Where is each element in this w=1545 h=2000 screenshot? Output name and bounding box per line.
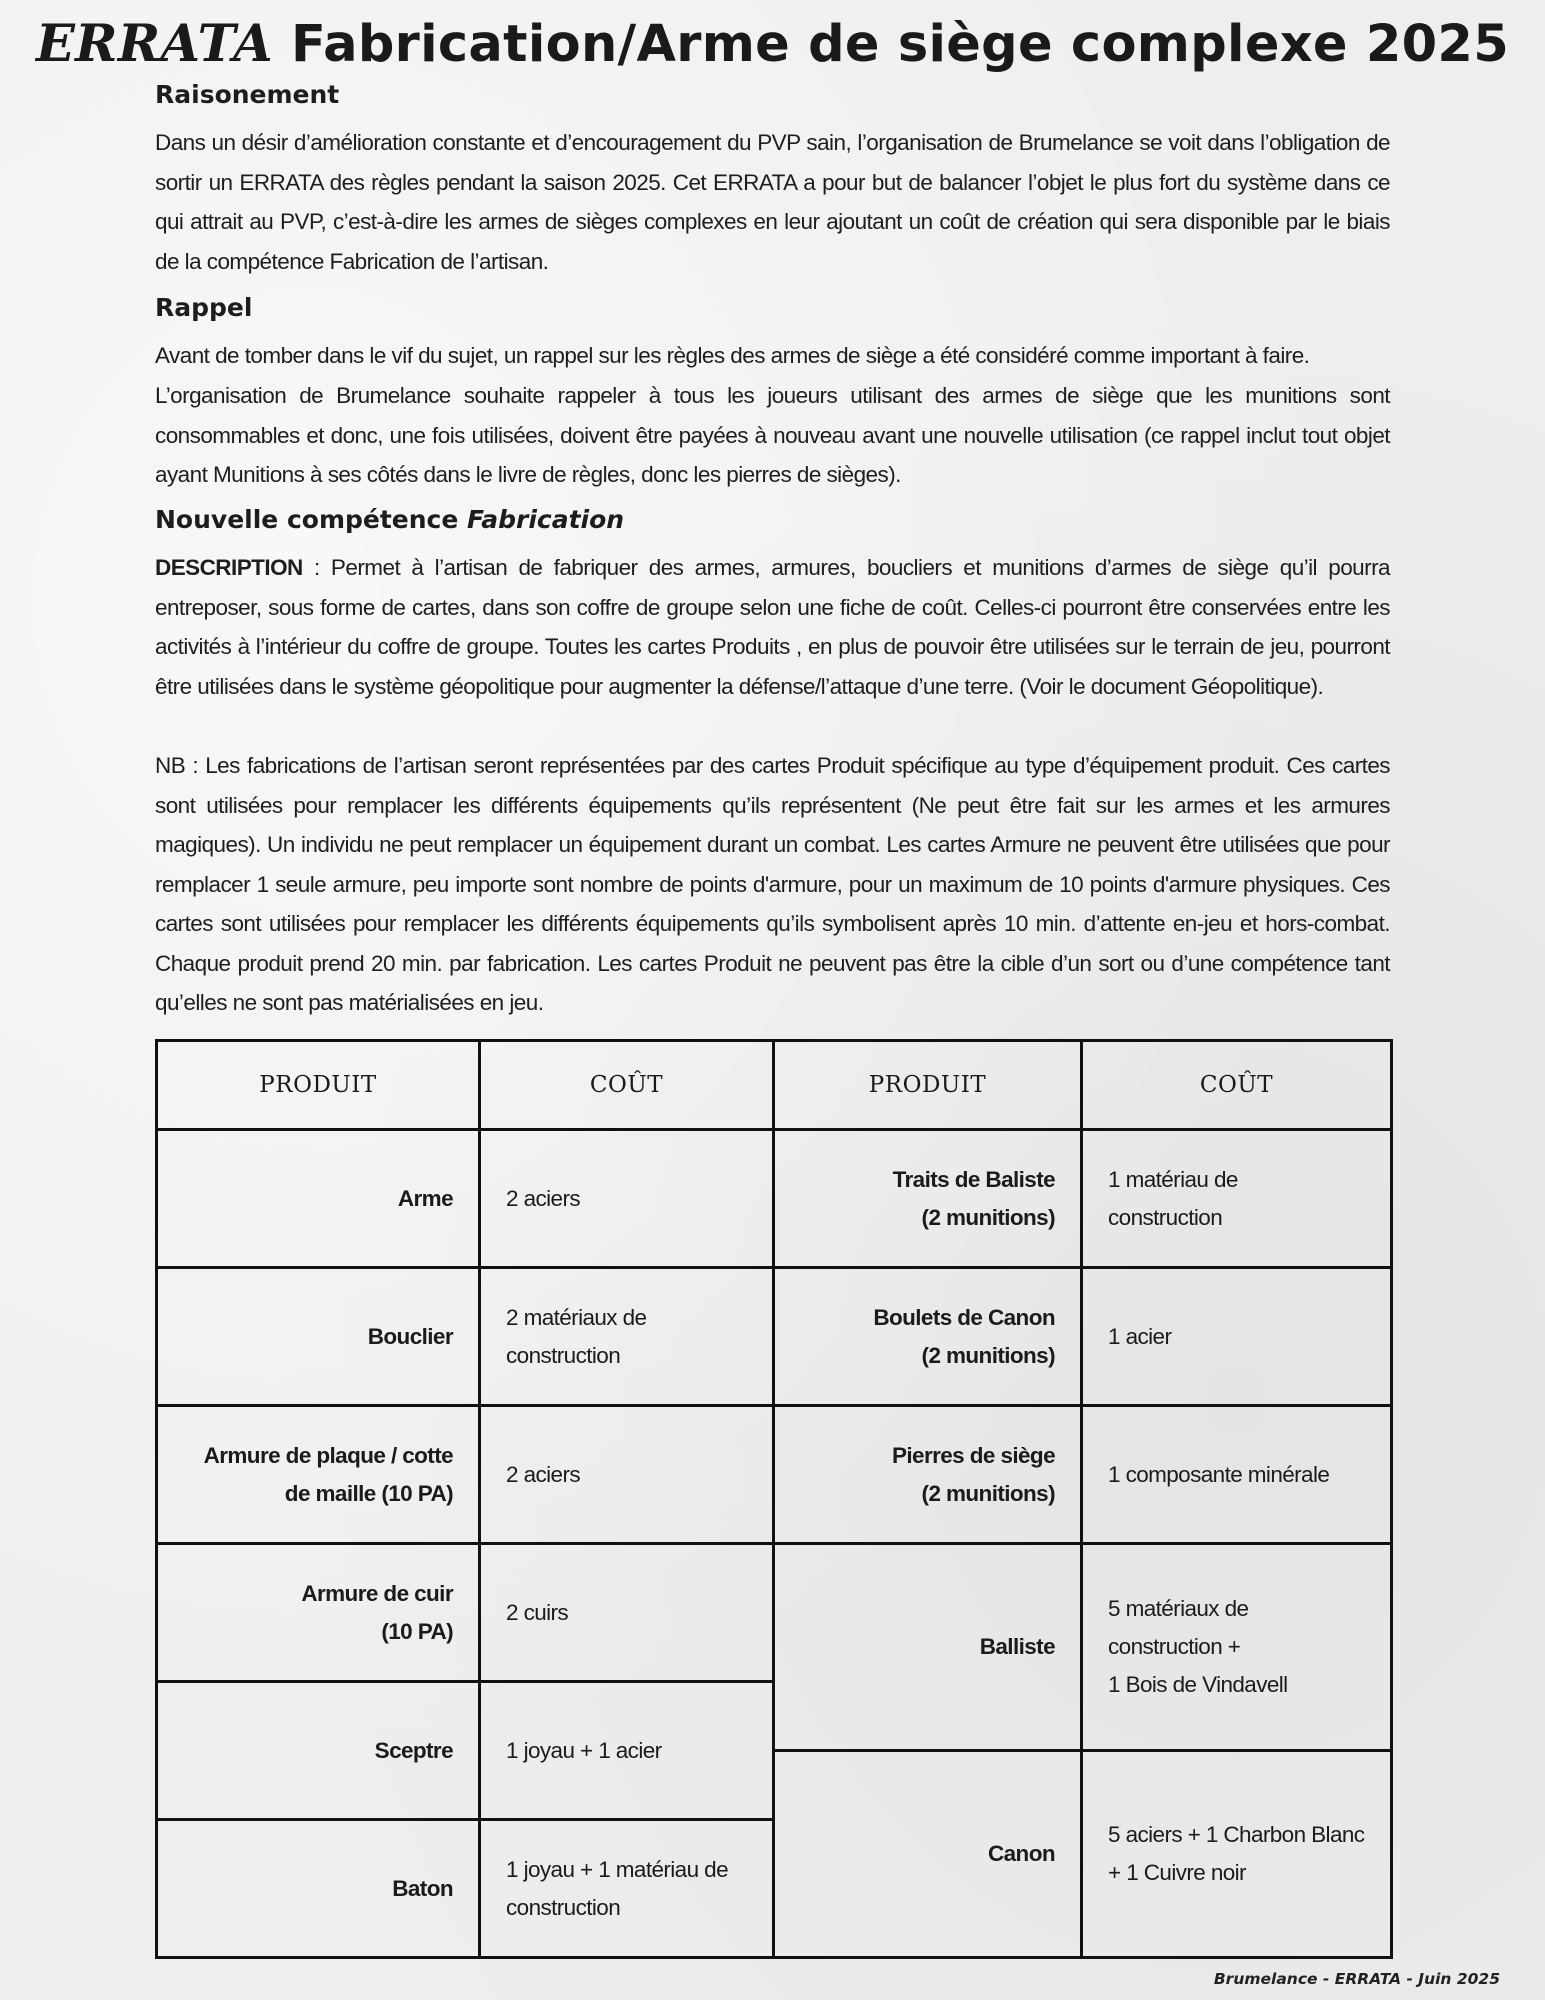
produit-label: Boulets de Canon [873,1304,1055,1330]
heading-raisonnement: Raisonement [155,80,340,109]
cout-label: 5 aciers + 1 Charbon Blanc [1108,1822,1365,1847]
cout-cell [1082,1268,1392,1406]
cout-cell [480,1268,774,1406]
cout-label: 5 matériaux de [1108,1596,1249,1621]
produit-label: (2 munitions) [921,1480,1055,1506]
produit-cell [774,1268,1082,1406]
cout-cell [1082,1751,1392,1958]
produit-cell [157,1682,480,1820]
heading-competence-fabrication [155,505,624,534]
produit-label: Baton [392,1875,453,1901]
cost-table [155,1039,1393,1959]
cout-label: 1 composante minérale [1108,1461,1330,1487]
heading-competence-plain: Nouvelle compétence [155,505,468,534]
cout-label: 2 aciers [506,1185,580,1211]
produit-cell [774,1130,1082,1268]
cout-label: construction [506,1342,621,1368]
cout-label: 2 matériaux de [506,1304,647,1330]
table-row [157,1130,1392,1268]
produit-label: Armure de cuir [301,1580,453,1606]
paragraph-rappel-munitions: L’organisation de Brumelance souhaite rappeler à tous les joueurs utilisant des armes de siège que les munitions sont consommables et donc, une fois utilisées, doivent être payées à nouveau avant une nouvelle utilisation (ce rappel inclut tout objet ayant Munitions à ses côtés dans le livre de règles, donc les pierres de sièges). [155,383,1390,487]
description-text: : Permet à l’artisan de fabriquer des armes, armures, boucliers et munitions d’armes de siège qu’il pourra entreposer, sous forme de cartes, dans son coffre de groupe selon une fiche de coût. Celles-ci pourront être conservées entre les activités à l’intérieur du coffre de groupe. Toutes les cartes Produits , en plus de pouvoir être utilisées sur le terrain de jeu, pourront être utilisées dans le système géopolitique pour augmenter la défense/l’attaque d’une terre. (Voir le document Géopolitique). [155,555,1390,699]
paragraph-description [155,548,1390,706]
cout-label: construction + [1108,1634,1241,1659]
produit-cell [157,1268,480,1406]
produit-label: Sceptre [374,1737,453,1763]
table-row [157,1406,1392,1544]
produit-label: (10 PA) [381,1618,453,1644]
table-row [157,1544,1392,1613]
produit-label: Bouclier [367,1323,453,1349]
produit-label: (2 munitions) [921,1204,1055,1230]
cout-cell [480,1682,774,1820]
paragraph-raisonnement: Dans un désir d’amélioration constante et d’encouragement du PVP sain, l’organisation de Brumelance se voit dans l’obligation de sortir un ERRATA des règles pendant la saison 2025. Cet ERRATA a pour but de balancer l’objet le plus fort du système dans ce qui attrait au PVP, c’est-à-dire les armes de sièges complexes en leur ajoutant un coût de création qui sera disponible par le biais de la compétence Fabrication de l’artisan. [155,130,1390,274]
produit-cell [157,1820,480,1958]
produit-label: Canon [988,1841,1055,1866]
produit-label: Balliste [979,1634,1055,1659]
cout-label: 1 matériau de [1108,1166,1238,1192]
heading-rappel: Rappel [155,293,253,322]
description-label: DESCRIPTION [155,555,303,580]
cout-cell [480,1406,774,1544]
cout-label: 1 Bois de Vindavell [1108,1672,1288,1697]
heading-competence-italic: Fabrication [467,505,625,534]
produit-label: Armure de plaque / cotte [203,1442,453,1468]
cout-cell [480,1820,774,1958]
produit-label: de maille (10 PA) [284,1480,453,1506]
cout-label: construction [1108,1204,1223,1230]
page-footer: Brumelance - ERRATA - Juin 2025 [1213,1970,1500,1988]
header-cout-right: COÛT [1082,1041,1392,1130]
table-header-row [157,1041,1392,1130]
cout-cell [1082,1406,1392,1544]
cout-label: construction [506,1894,621,1920]
cout-label: 1 joyau + 1 acier [506,1737,662,1763]
cout-cell [1082,1130,1392,1268]
document-title [0,14,1545,74]
title-text: Fabrication/Arme de siège complexe 2025 [272,15,1509,74]
produit-cell [157,1130,480,1268]
cout-cell [480,1130,774,1268]
cout-label: 2 aciers [506,1461,580,1487]
produit-label: (2 munitions) [921,1342,1055,1368]
paragraph-rappel-intro: Avant de tomber dans le vif du sujet, un rappel sur les règles des armes de siège a été considéré comme important à faire. [155,343,1310,368]
cout-label: 1 joyau + 1 matériau de [506,1856,728,1882]
cout-cell [480,1544,774,1682]
produit-cell [157,1406,480,1544]
cout-label: 1 acier [1108,1323,1172,1349]
paragraph-nb: NB : Les fabrications de l’artisan seront représentées par des cartes Produit spécifique au type d’équipement produit. Ces cartes sont utilisées pour remplacer les différents équipements qu’ils représentent (Ne peut être fait sur les armes et les armures magiques). Un individu ne peut remplacer un équipement durant un combat. Les cartes Armure ne peuvent être utilisées que pour remplacer 1 seule armure, peu importe sont nombre de points d'armure, pour un maximum de 10 points d'armure physiques. Ces cartes sont utilisées pour remplacer les différents équipements qu’ils symbolisent après 10 min. d’attente en-jeu et hors-combat. Chaque produit prend 20 min. par fabrication. Les cartes Produit ne peuvent pas être la cible d’un sort ou d’une compétence tant qu’elles ne sont pas matérialisées en jeu. [155,753,1390,1015]
produit-cell [774,1544,1082,1751]
cout-label: 2 cuirs [506,1599,569,1625]
produit-label: Arme [397,1185,453,1211]
produit-cell [157,1544,480,1682]
cout-cell [1082,1544,1392,1751]
produit-cell [774,1751,1082,1958]
produit-label: Pierres de siège [891,1442,1055,1468]
produit-label: Traits de Baliste [892,1166,1055,1192]
produit-cell [774,1406,1082,1544]
header-produit-right: PRODUIT [774,1041,1082,1130]
cout-label: + 1 Cuivre noir [1108,1860,1246,1885]
title-errata: ERRATA [35,14,273,74]
header-cout-left: COÛT [480,1041,774,1130]
header-produit-left: PRODUIT [157,1041,480,1130]
table-row [157,1268,1392,1406]
